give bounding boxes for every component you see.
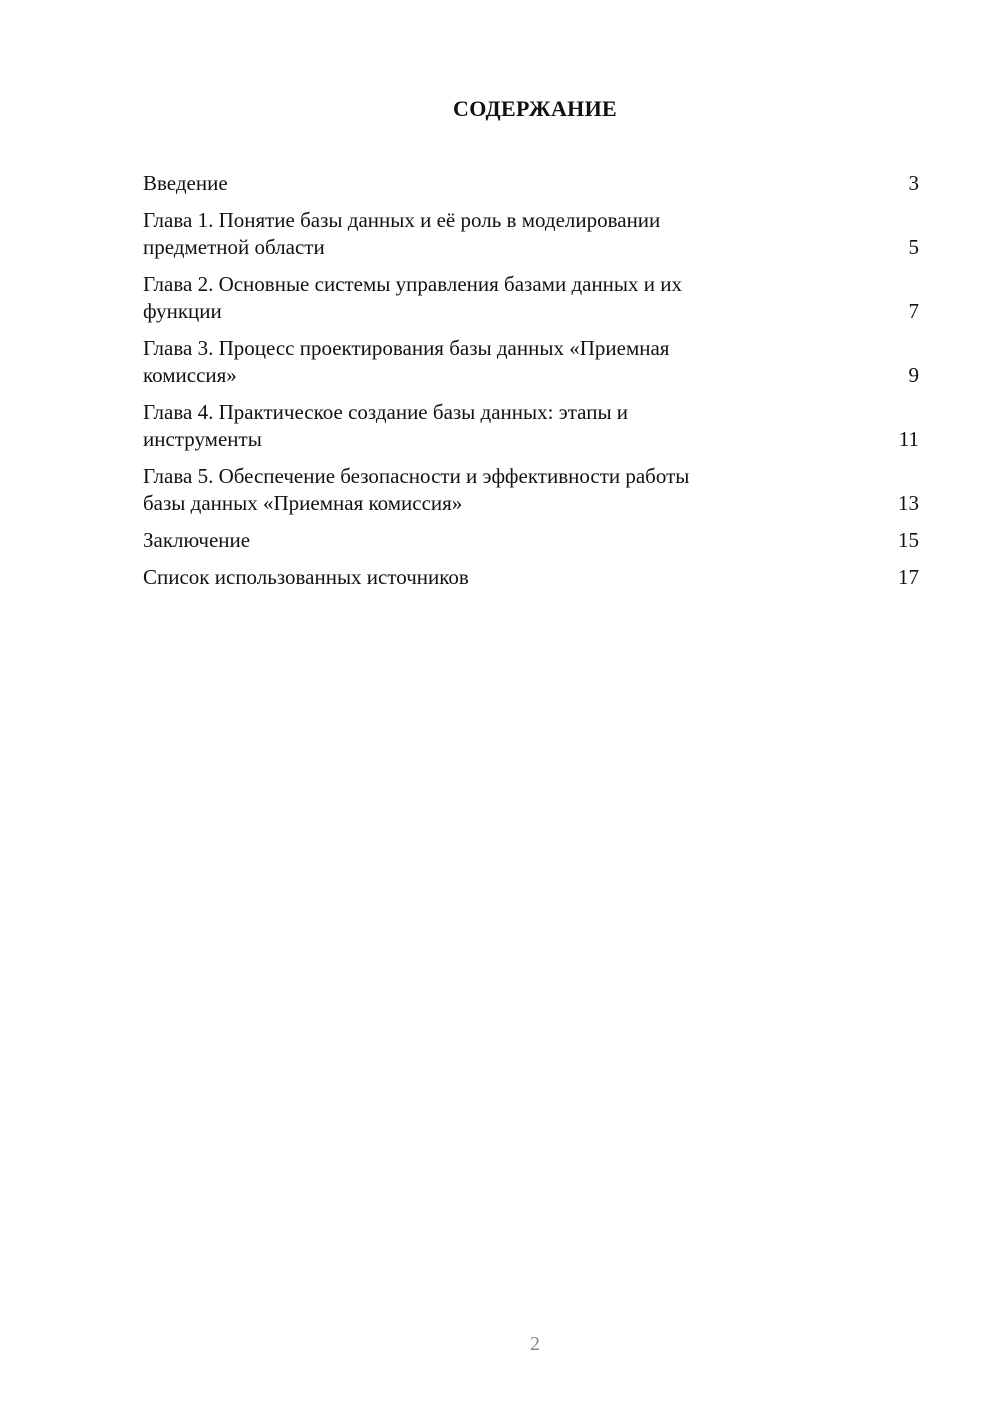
toc-item-references[interactable] <box>143 564 919 591</box>
toc-item-line: Глава 5. Обеспечение безопасности и эффективности работы <box>143 464 690 488</box>
toc-item-chapter-4[interactable] <box>143 399 919 453</box>
toc-page-number: 13 <box>898 491 919 515</box>
toc-page-number: 7 <box>908 299 919 323</box>
toc-item-text <box>143 463 689 517</box>
toc-page-number: 9 <box>908 363 919 387</box>
toc-page-number: 17 <box>898 565 919 589</box>
toc-item-text <box>143 527 250 554</box>
toc-item-text <box>143 271 682 325</box>
toc-item-chapter-1[interactable] <box>143 207 919 261</box>
toc-item-line: Глава 2. Основные системы управления базами данных и их <box>143 272 683 296</box>
toc-item-line: Глава 1. Понятие базы данных и её роль в моделировании <box>143 208 661 232</box>
toc-page-number: 5 <box>908 235 919 259</box>
table-of-contents <box>143 170 919 601</box>
toc-item-introduction[interactable] <box>143 170 919 197</box>
toc-item-line: Введение <box>143 171 228 195</box>
toc-item-conclusion[interactable] <box>143 527 919 554</box>
toc-item-line: базы данных «Приемная комиссия» <box>143 491 463 515</box>
toc-item-line: функции <box>143 299 222 323</box>
toc-item-text <box>143 399 628 453</box>
toc-item-chapter-5[interactable] <box>143 463 919 517</box>
toc-item-line: инструменты <box>143 427 262 451</box>
toc-page-number: 11 <box>898 427 919 451</box>
toc-item-line: Список использованных источников <box>143 565 469 589</box>
toc-page-number: 15 <box>898 528 919 552</box>
toc-item-text <box>143 335 669 389</box>
page-number: 2 <box>530 1333 540 1355</box>
toc-item-chapter-3[interactable] <box>143 335 919 389</box>
toc-item-chapter-2[interactable] <box>143 271 919 325</box>
toc-item-line: Глава 4. Практическое создание базы данных: этапы и <box>143 400 629 424</box>
page-title: СОДЕРЖАНИЕ <box>453 96 617 121</box>
toc-item-line: Заключение <box>143 528 251 552</box>
toc-item-line: предметной области <box>143 235 325 259</box>
toc-item-text <box>143 564 469 591</box>
toc-page-number: 3 <box>908 171 919 195</box>
toc-item-line: Глава 3. Процесс проектирования базы данных «Приемная <box>143 336 670 360</box>
toc-item-text <box>143 207 660 261</box>
toc-item-line: комиссия» <box>143 363 237 387</box>
toc-item-text <box>143 170 228 197</box>
